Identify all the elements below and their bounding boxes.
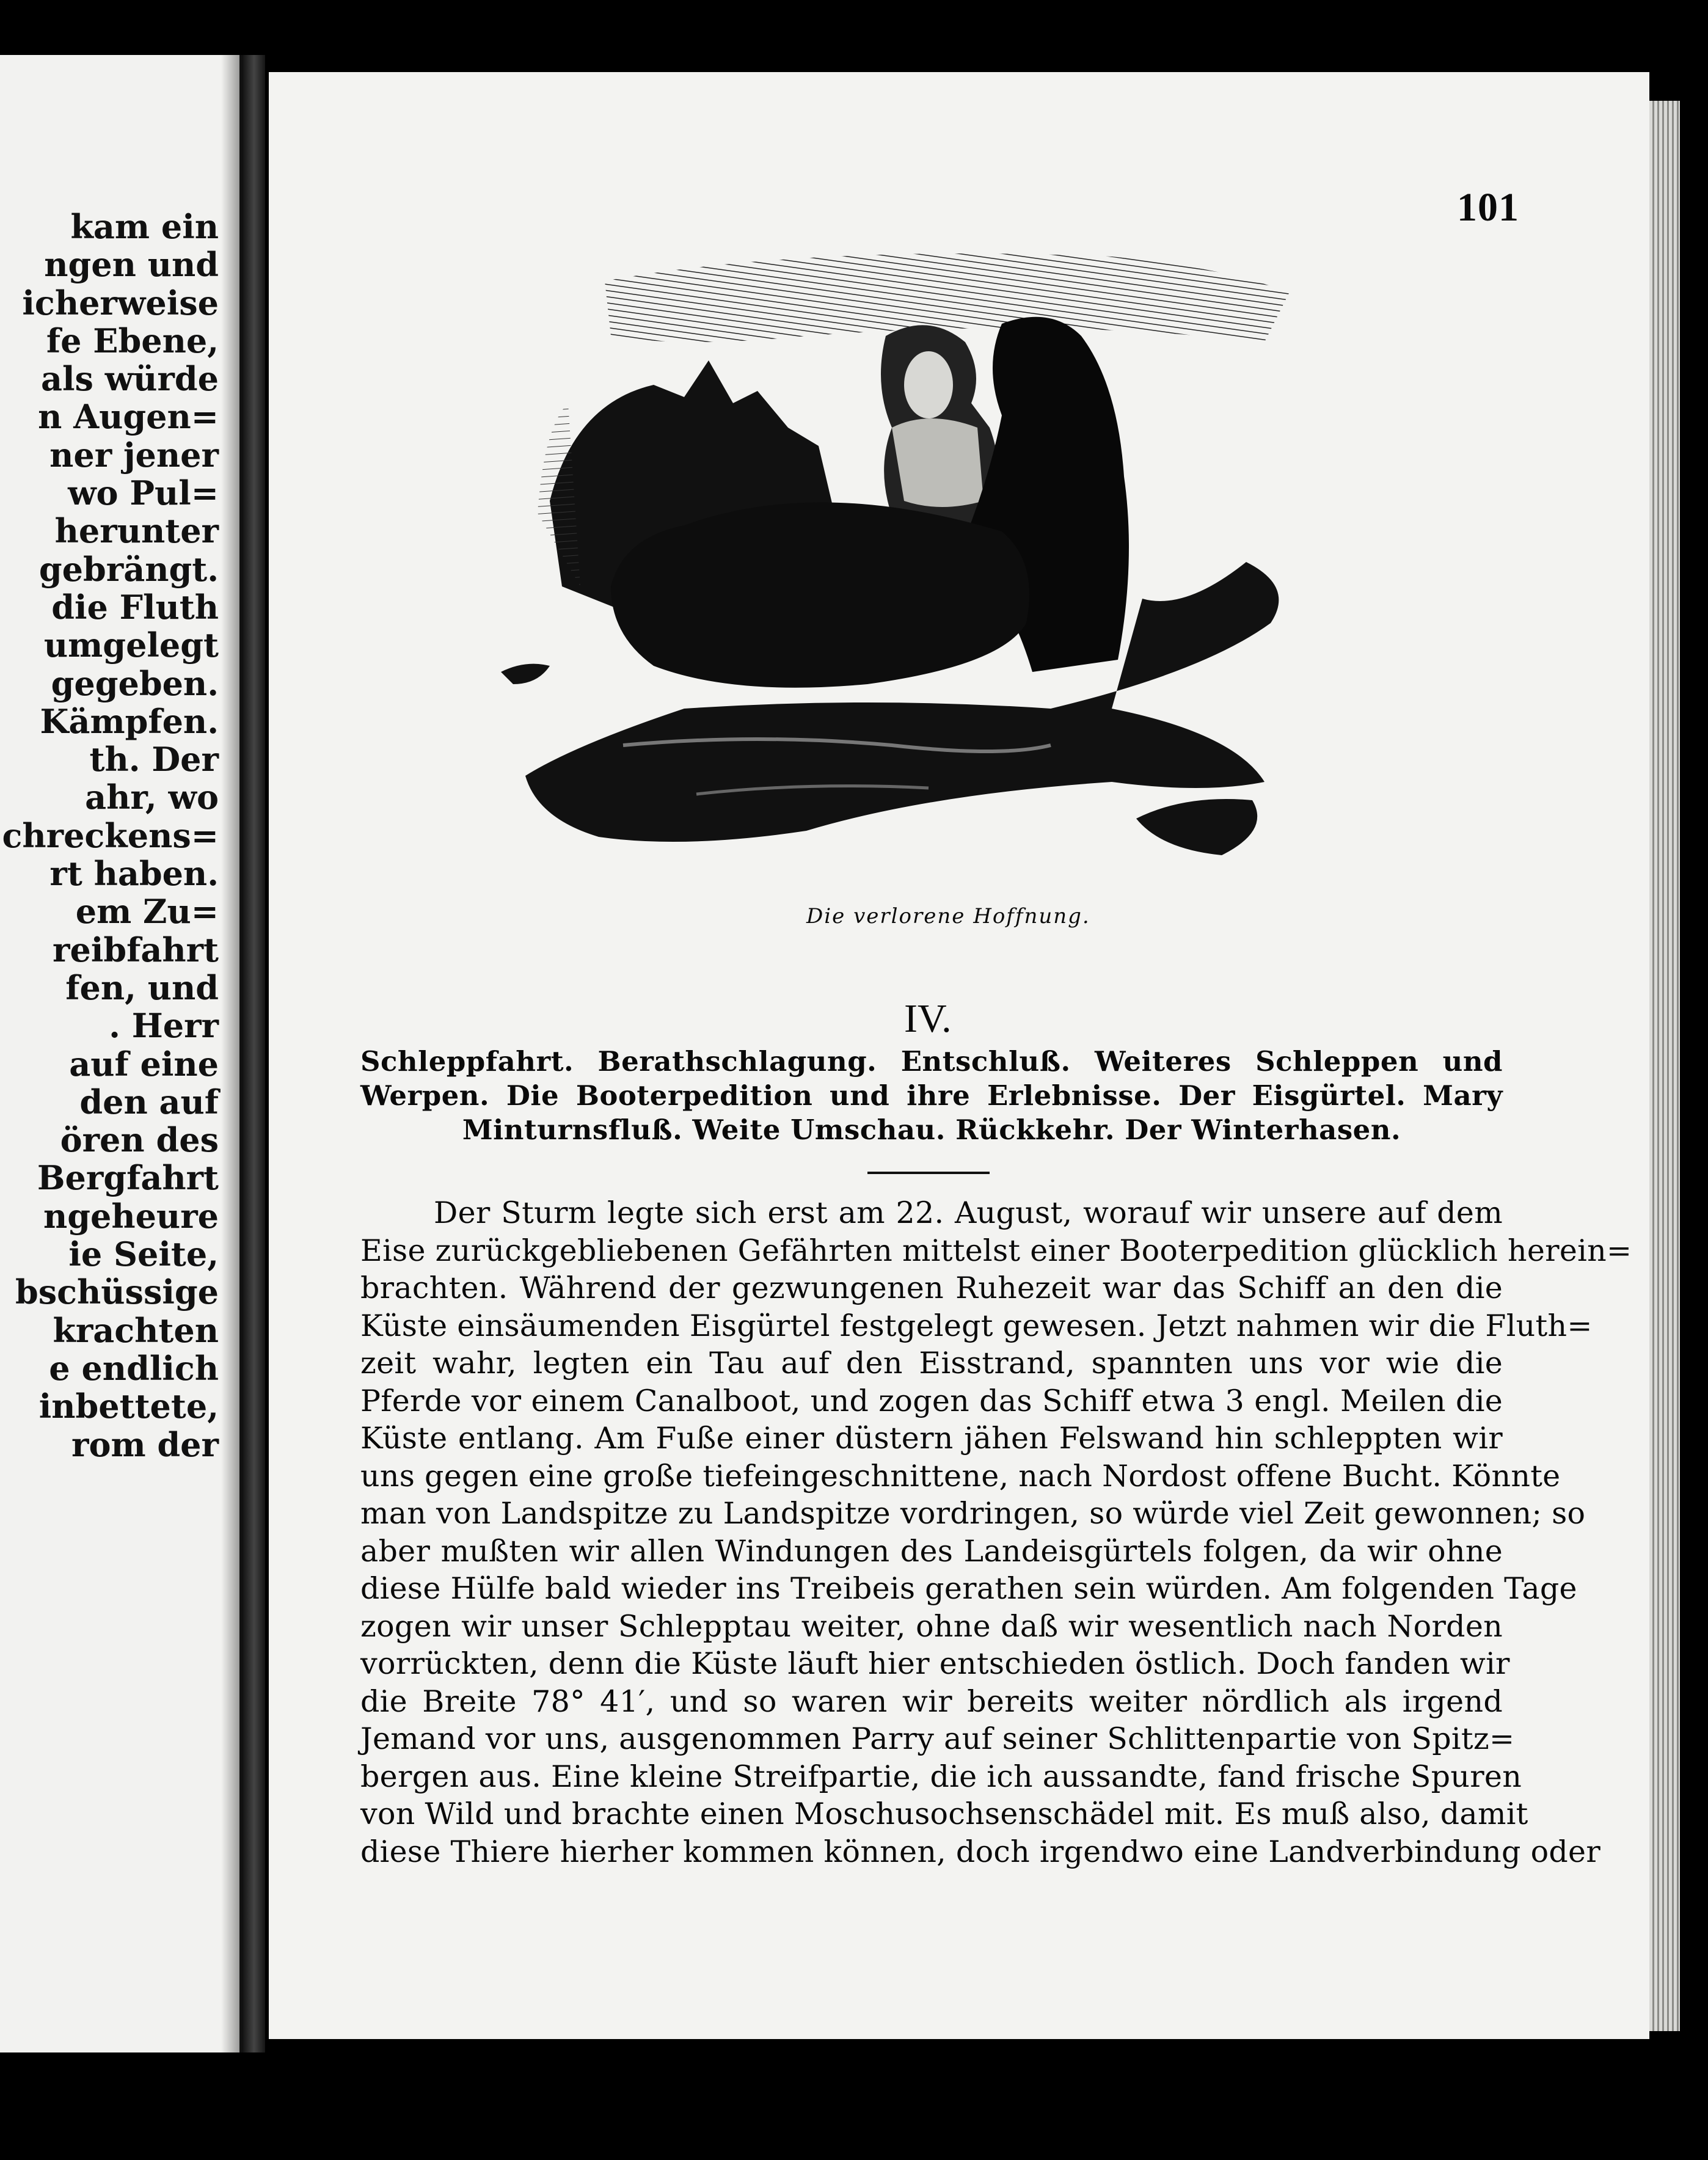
figure-left-face	[904, 351, 953, 418]
left-page-line: . Herr	[109, 1006, 219, 1046]
left-page-line: e endlich	[49, 1348, 219, 1388]
left-page-line: icherweise	[22, 283, 219, 323]
divider-rule	[867, 1172, 990, 1174]
left-page-line: ngen und	[44, 245, 219, 285]
small-floe	[501, 664, 550, 684]
left-page-line: krachten	[53, 1310, 219, 1350]
body-line: Küste einsäumenden Eisgürtel festgelegt gewesen. Jetzt nahmen wir die Fluth=	[360, 1308, 1593, 1343]
left-page-line: chreckens=	[2, 815, 219, 855]
left-page-line: ören des	[60, 1120, 219, 1160]
left-page-line: bschüssige	[15, 1272, 219, 1312]
book-binding	[243, 55, 265, 2052]
left-page-line: ner jener	[49, 435, 219, 475]
left-page-line: ie Seite,	[68, 1235, 219, 1274]
illustration-caption: Die verlorene Hoffnung.	[806, 904, 1090, 929]
body-line: Pferde vor einem Canalboot, und zogen das Schiff etwa 3 engl. Meilen die	[360, 1383, 1503, 1418]
left-page-line: Bergfahrt	[37, 1158, 219, 1198]
body-line: Eise zurückgebliebenen Gefährten mittelst einer Booterpedition glücklich herein=	[360, 1233, 1632, 1268]
body-line: Der Sturm legte sich erst am 22. August, worauf wir unsere auf dem	[434, 1195, 1503, 1230]
left-page-line: als würde	[40, 359, 219, 399]
body-line: man von Landspitze zu Landspitze vordringen, so würde viel Zeit gewonnen; so	[360, 1496, 1586, 1531]
body-line: zogen wir unser Schlepptau weiter, ohne daß wir wesentlich nach Norden	[360, 1608, 1503, 1644]
left-page-line: kam ein	[70, 207, 219, 246]
body-line: die Breite 78° 41′, und so waren wir bereits weiter nördlich als irgend	[360, 1684, 1503, 1719]
body-line: Küste entlang. Am Fuße einer düstern jähen Felswand hin schleppten wir	[360, 1421, 1503, 1456]
body-line: zeit wahr, legten ein Tau auf den Eisstrand, spannten uns vor wie die	[360, 1346, 1503, 1381]
right-floe	[1136, 799, 1257, 855]
left-page-line: reibfahrt	[53, 930, 219, 969]
left-page-line: fe Ebene,	[46, 321, 219, 360]
boat	[611, 502, 1029, 687]
left-page-line: th. Der	[89, 740, 219, 779]
left-page-text	[2, 208, 219, 1464]
body-line: von Wild und brachte einen Moschusochsenschädel mit. Es muß also, damit	[360, 1797, 1528, 1831]
body-line: brachten. Während der gezwungenen Ruhezeit war das Schiff an den die	[360, 1271, 1503, 1305]
engraving-illustration	[501, 244, 1387, 904]
left-page-line: n Augen=	[38, 397, 219, 437]
left-page-line: em Zu=	[75, 892, 219, 932]
sky-hatching	[605, 254, 1289, 342]
chapter-numeral: IV.	[904, 996, 952, 1041]
left-page	[0, 55, 243, 2052]
body-text	[360, 1194, 1632, 1870]
left-page-line: gegeben.	[51, 663, 219, 703]
body-line: aber mußten wir allen Windungen des Landeisgürtels folgen, da wir ohne	[360, 1533, 1503, 1569]
body-line: vorrückten, denn die Küste läuft hier entschieden östlich. Doch fanden wir	[360, 1646, 1510, 1681]
left-page-line: rom der	[71, 1425, 219, 1464]
chapter-summary: Schleppfahrt. Berathschlagung. Entschluß. Weiteres Schleppen und Werpen. Die Booterpedition und ihre Erlebnisse. Der Eisgürtel. Mary Minturnsfluß. Weite Umschau. Rückkehr. Der Winterhasen.	[360, 1045, 1503, 1146]
gutter-shadow	[221, 55, 239, 2052]
body-line: Jemand vor uns, ausgenommen Parry auf seiner Schlittenpartie von Spitz=	[360, 1721, 1515, 1756]
left-page-line: den auf	[79, 1082, 219, 1122]
left-page-line: ahr, wo	[85, 778, 219, 817]
left-page-line: inbettete,	[38, 1387, 219, 1426]
body-line: uns gegen eine große tiefeingeschnittene, nach Nordost offene Bucht. Könnte	[360, 1458, 1561, 1494]
left-page-line: Kämpfen.	[40, 701, 219, 741]
left-page-line: die Fluth	[51, 587, 219, 627]
body-line: bergen aus. Eine kleine Streifpartie, die ich aussandte, fand frische Spuren	[360, 1759, 1522, 1794]
figure-left-coat	[892, 418, 984, 507]
left-page-line: herunter	[54, 511, 219, 551]
left-page-line: wo Pul=	[68, 473, 219, 513]
body-line: diese Thiere hierher kommen können, doch irgendwo eine Landverbindung oder	[360, 1834, 1601, 1869]
left-page-line: ngeheure	[43, 1196, 219, 1236]
page-edges	[1649, 101, 1680, 2031]
left-page-line: auf eine	[69, 1044, 219, 1084]
left-page-line: fen, und	[65, 968, 219, 1007]
left-page-line: umgelegt	[43, 626, 219, 665]
page-number: 101	[1457, 185, 1519, 230]
body-line: diese Hülfe bald wieder ins Treibeis gerathen sein würden. Am folgenden Tage	[360, 1571, 1577, 1606]
left-page-line: gebrängt.	[38, 549, 219, 589]
left-page-line: rt haben.	[49, 854, 219, 894]
